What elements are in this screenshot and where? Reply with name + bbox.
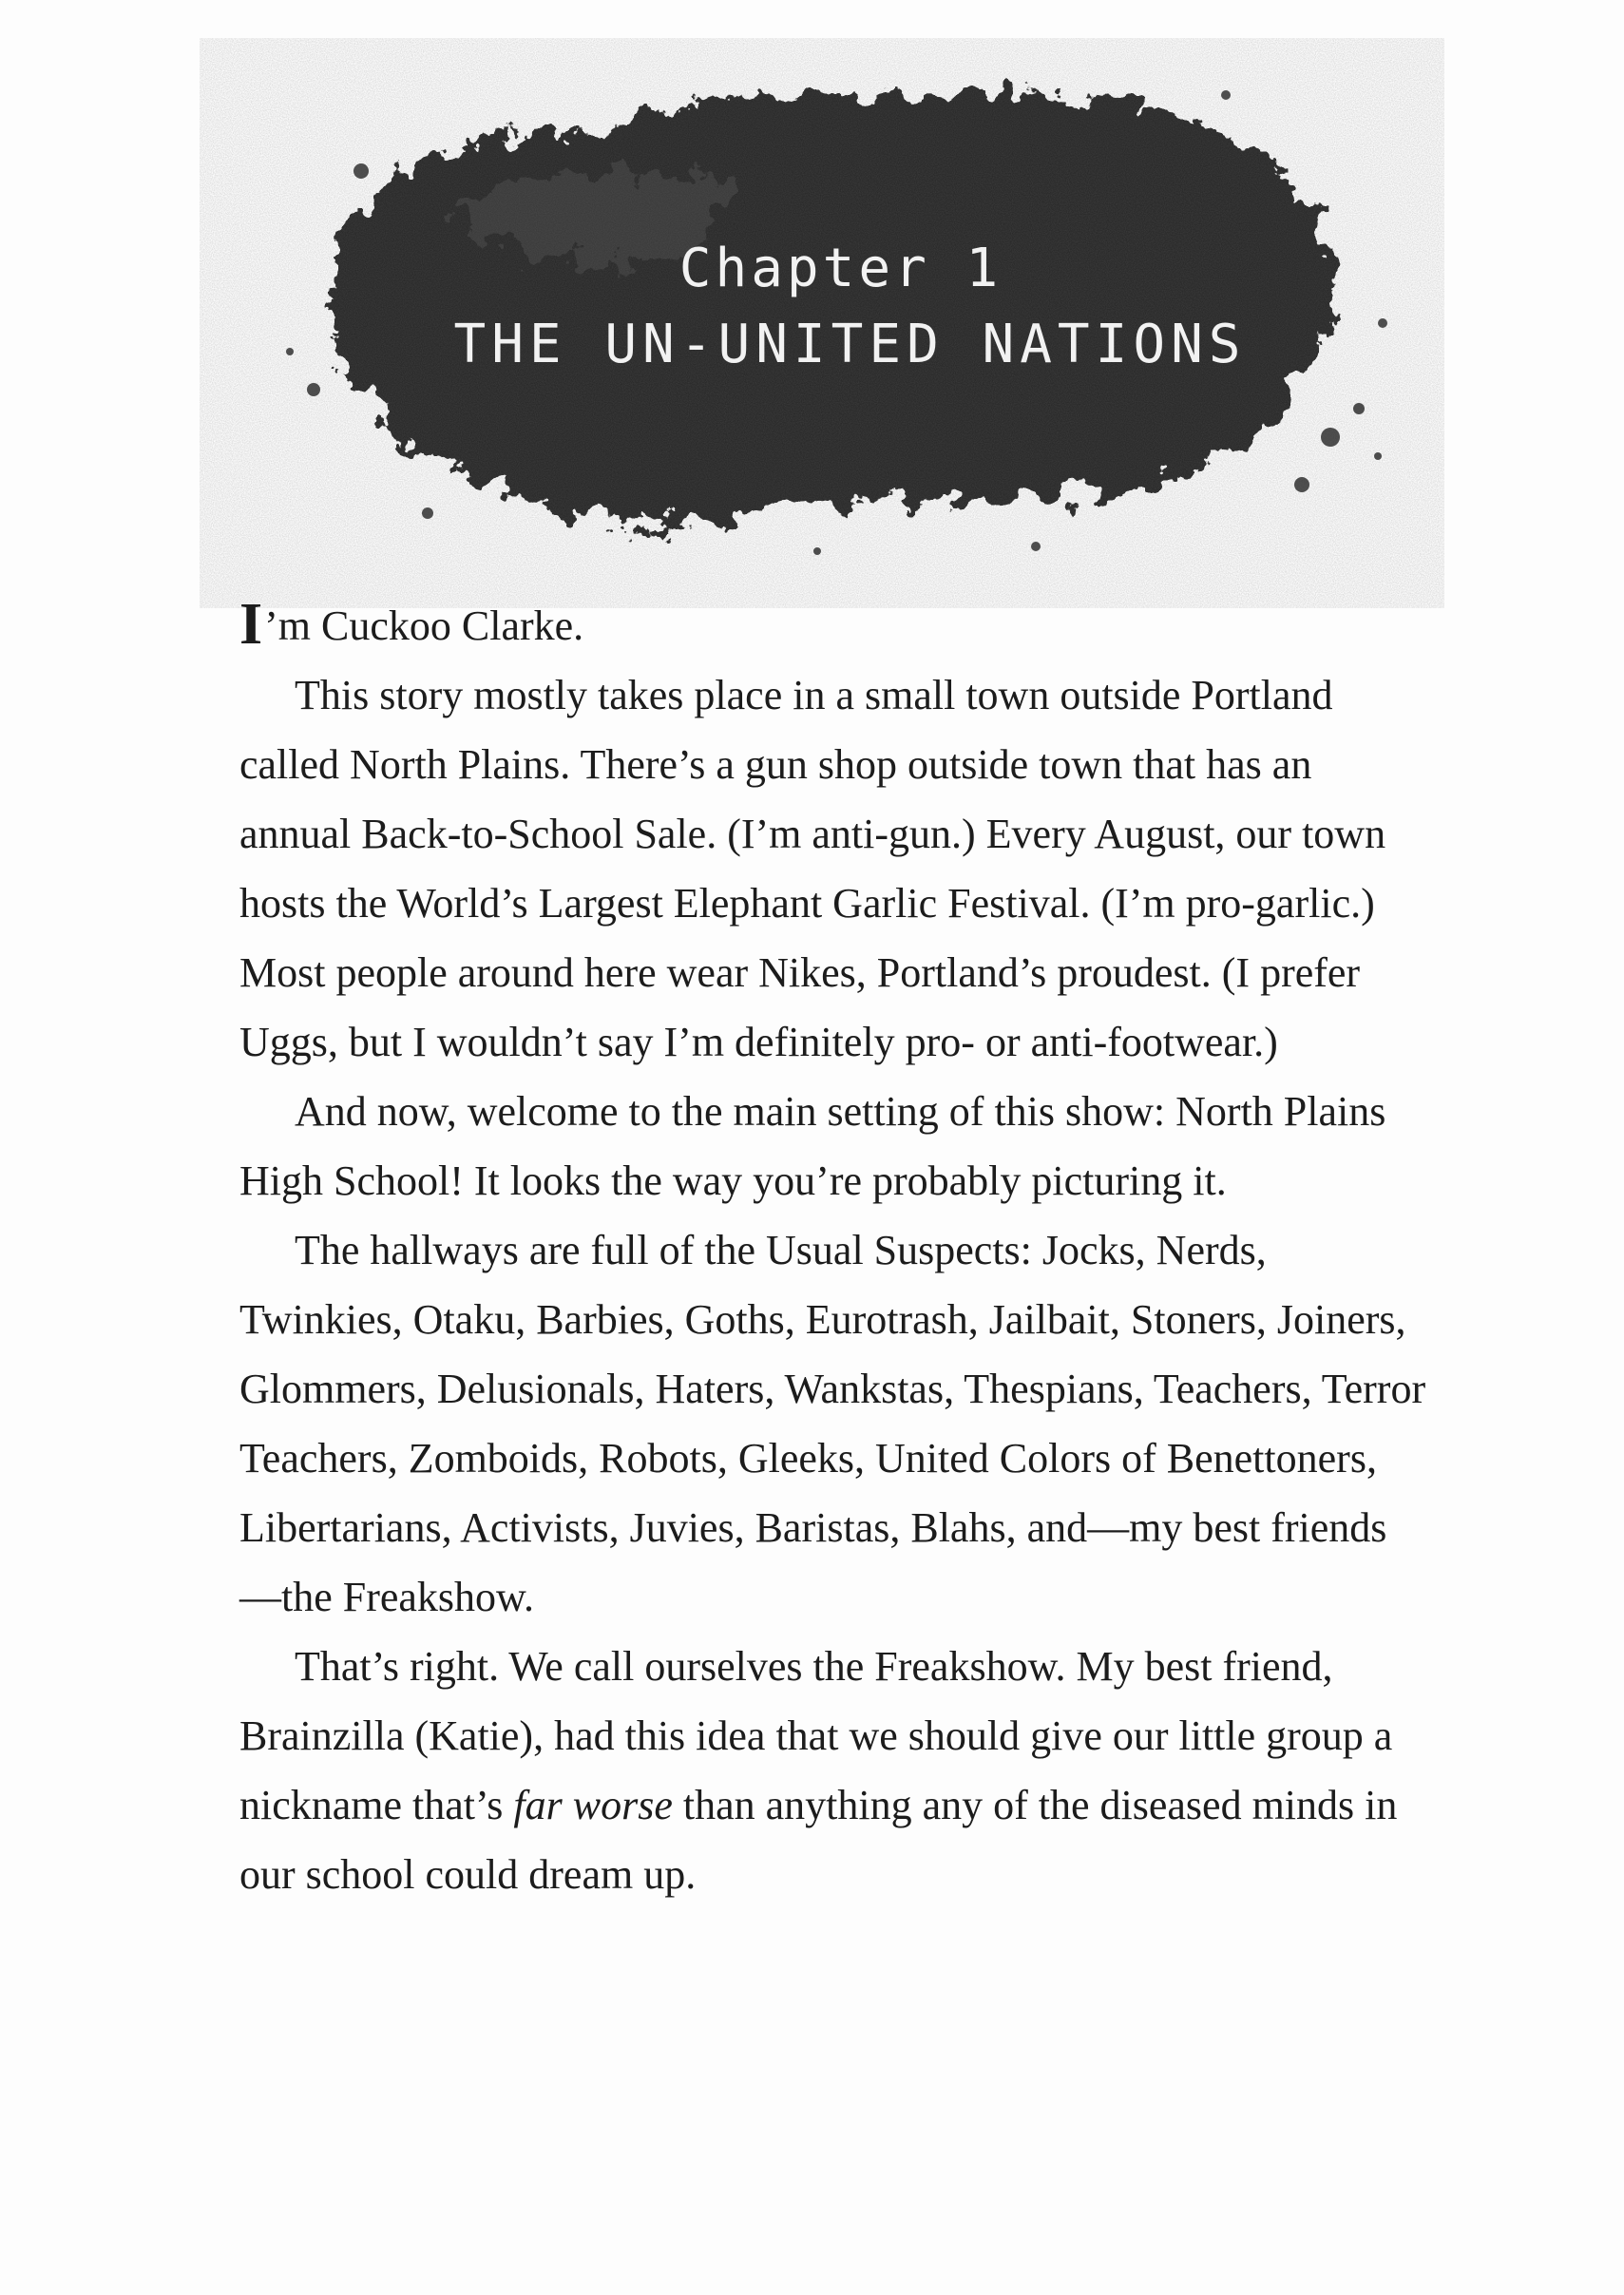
paragraph-3: And now, welcome to the main setting of this show: North Plains High School! It looks the way you’re probably picturing it. [239, 1088, 1386, 1204]
drop-cap: I [239, 592, 263, 657]
paragraph-5 [239, 1632, 1427, 1909]
paragraph-5-text-b: than anything any of the diseased minds in our school could dream up. [239, 1782, 1398, 1898]
paragraph-5-text-a: That’s right. We call ourselves the Freakshow. My best friend, Brainzilla (Katie), had this idea that we should give our little group a nickname that’s [239, 1643, 1393, 1828]
paragraph-5-emphasis: far worse [513, 1782, 673, 1828]
paragraph-1 [239, 591, 1427, 660]
chapter-number: Chapter 1 [678, 238, 1003, 299]
chapter-body [239, 591, 1427, 1909]
chapter-title: THE UN-UNITED NATIONS [453, 314, 1247, 375]
paragraph-4: The hallways are full of the Usual Suspects: Jocks, Nerds, Twinkies, Otaku, Barbies, Goths, Eurotrash, Jailbait, Stoners, Joiners, Glommers, Delusionals, Haters, Wankstas, Thespians, Teachers, Terror Teachers, Zomboids, Robots, Gleeks, United Colors of Benettoners, Libertarians, Activists, Juvies, Baristas, Blahs, and—my best friends—the Freakshow. [239, 1227, 1426, 1620]
paragraph-2: This story mostly takes place in a small town outside Portland called North Plains. There’s a gun shop outside town that has an annual Back-to-School Sale. (I’m anti-gun.) Every August, our town hosts the World’s Largest Elephant Garlic Festival. (I’m pro-garlic.) Most people around here wear Nikes, Portland’s proudest. (I prefer Uggs, but I wouldn’t say I’m definitely pro- or anti-footwear.) [239, 672, 1386, 1065]
paragraph-1-text: ’m Cuckoo Clarke. [264, 602, 584, 649]
